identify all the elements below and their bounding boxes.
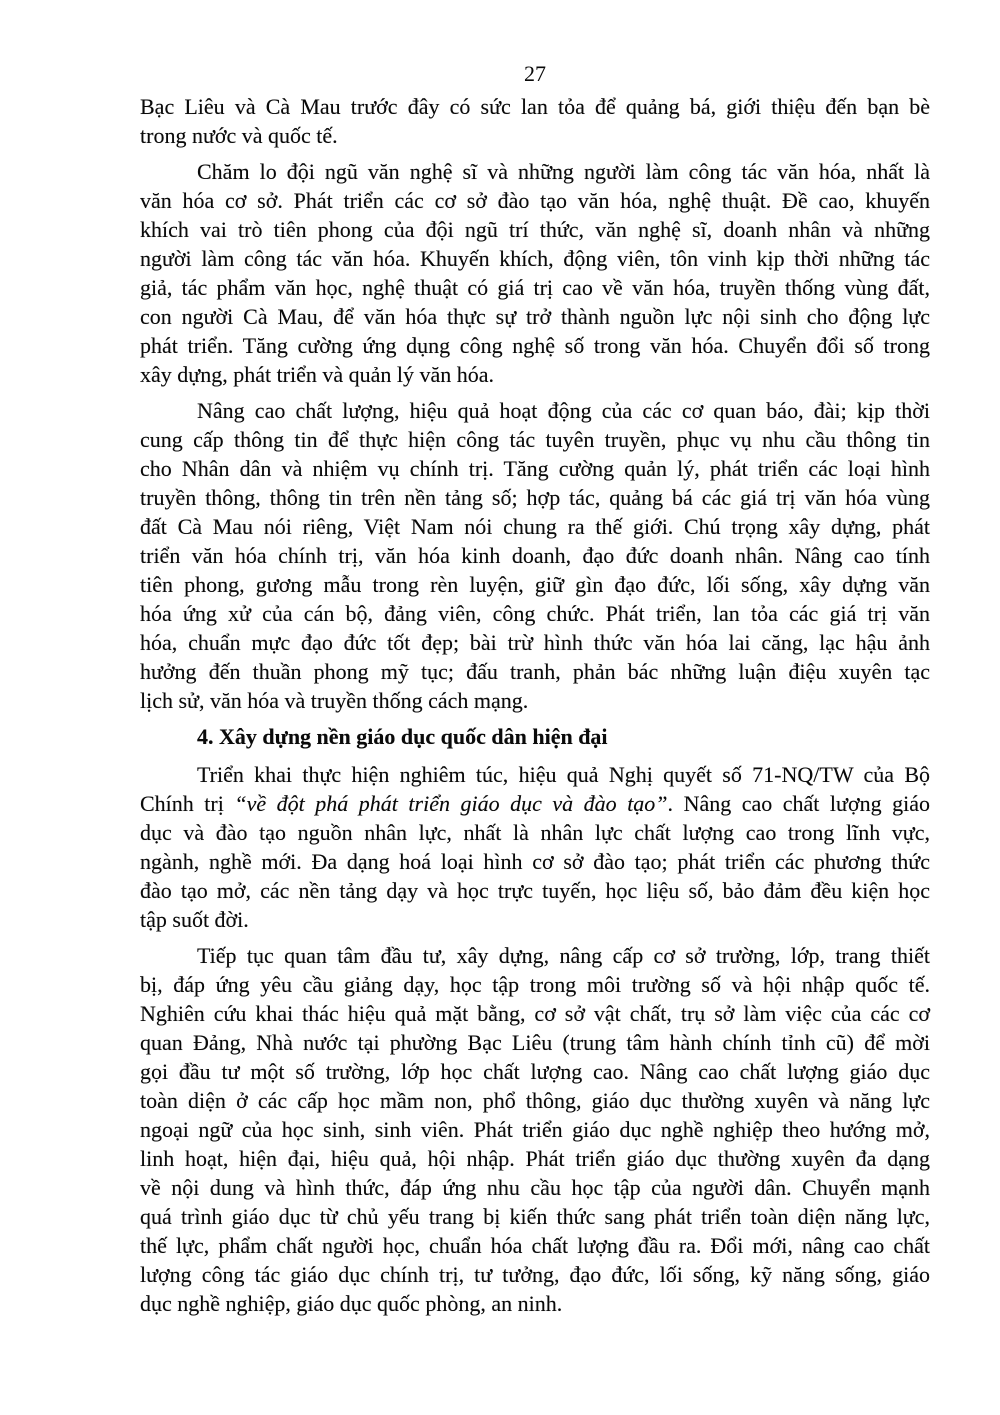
- paragraph: [140, 760, 930, 934]
- text-line: Nghiên cứu khai thác hiệu quả mặt bằng, cơ sở vật chất, trụ sở làm việc của các cơ: [140, 1001, 930, 1026]
- text-line: cung cấp thông tin để thực hiện công tác tuyên truyền, phục vụ nhu cầu thông tin: [140, 427, 930, 452]
- text-line: quá trình giáo dục từ chủ yếu trang bị kiến thức sang phát triển toàn diện năng lực,: [140, 1204, 930, 1229]
- text-line: hóa, chuẩn mực đạo đức tốt đẹp; bài trừ hình thức văn hóa lai căng, lạc hậu ảnh: [140, 630, 930, 655]
- text-line: hưởng đến thuần phong mỹ tục; đấu tranh, phản bác những luận điệu xuyên tạc: [140, 659, 930, 684]
- text-line: truyền thông, thông tin trên nền tảng số; hợp tác, quảng bá các giá trị văn hóa vùng: [140, 485, 930, 510]
- paragraph: [140, 941, 930, 1318]
- text-line: đất Cà Mau nói riêng, Việt Nam nói chung ra thế giới. Chú trọng xây dựng, phát: [140, 514, 930, 539]
- text-line: tiên phong, gương mẫu trong rèn luyện, giữ gìn đạo đức, lối sống, xây dựng văn: [140, 572, 930, 597]
- section-heading: 4. Xây dựng nền giáo dục quốc dân hiện đại: [197, 724, 608, 749]
- text-segment: Chính trị: [140, 791, 235, 816]
- text-line: quan Đảng, Nhà nước tại phường Bạc Liêu (trung tâm hành chính tỉnh cũ) để mời: [140, 1030, 930, 1055]
- text-line: khích vai trò tiên phong của đội ngũ trí thức, văn nghệ sĩ, doanh nhân và những: [140, 217, 930, 242]
- paragraph: [140, 157, 930, 389]
- text-segment: . Nâng cao chất lượng giáo: [667, 791, 930, 816]
- paragraph: [140, 92, 930, 150]
- text-line: ngoại ngữ của học sinh, sinh viên. Phát triển giáo dục nghề nghiệp theo hướng mở,: [140, 1117, 930, 1142]
- page-number: 27: [524, 61, 546, 86]
- text-line: văn hóa cơ sở. Phát triển các cơ sở đào tạo văn hóa, nghệ thuật. Đề cao, khuyến: [140, 188, 930, 213]
- quoted-italic-text: “về đột phá phát triển giáo dục và đào tạo”: [234, 791, 668, 816]
- text-line: trong nước và quốc tế.: [140, 123, 338, 148]
- text-line: tập suốt đời.: [140, 907, 249, 932]
- text-line: [140, 789, 930, 818]
- text-line: lịch sử, văn hóa và truyền thống cách mạng.: [140, 688, 529, 713]
- text-line: triển văn hóa chính trị, văn hóa kinh doanh, đạo đức doanh nhân. Nâng cao tính: [140, 543, 930, 568]
- document-body: [140, 92, 930, 1325]
- text-line: về nội dung và hình thức, đáp ứng nhu cầu học tập của người dân. Chuyển mạnh: [140, 1175, 930, 1200]
- text-line: Chăm lo đội ngũ văn nghệ sĩ và những người làm công tác văn hóa, nhất là: [197, 159, 930, 184]
- text-line: Triển khai thực hiện nghiêm túc, hiệu quả Nghị quyết số 71-NQ/TW của Bộ: [197, 762, 930, 787]
- text-line: con người Cà Mau, để văn hóa thực sự trở thành nguồn lực nội sinh cho động lực: [140, 304, 930, 329]
- text-line: lượng công tác giáo dục chính trị, tư tưởng, đạo đức, lối sống, kỹ năng sống, giáo: [140, 1262, 930, 1287]
- text-line: gọi đầu tư một số trường, lớp học chất lượng cao. Nâng cao chất lượng giáo dục: [140, 1059, 930, 1084]
- text-line: toàn diện ở các cấp học mầm non, phổ thông, giáo dục thường xuyên và năng lực: [140, 1088, 930, 1113]
- text-line: hóa ứng xử của cán bộ, đảng viên, công chức. Phát triển, lan tỏa các giá trị văn: [140, 601, 930, 626]
- text-line: thế lực, phẩm chất người học, chuẩn hóa chất lượng đầu ra. Đổi mới, nâng cao chất: [140, 1233, 930, 1258]
- text-line: phát triển. Tăng cường ứng dụng công nghệ số trong văn hóa. Chuyển đổi số trong: [140, 333, 930, 358]
- text-line: đào tạo mở, các nền tảng dạy và học trực tuyến, học liệu số, bảo đảm đều kiện học: [140, 878, 930, 903]
- text-line: ngành, nghề mới. Đa dạng hoá loại hình cơ sở đào tạo; phát triển các phương thức: [140, 849, 930, 874]
- text-line: giả, tác phẩm văn học, nghệ thuật có giá trị cao về văn hóa, truyền thống vùng đất,: [140, 275, 930, 300]
- text-line: linh hoạt, hiện đại, hiệu quả, hội nhập. Phát triển giáo dục thường xuyên đa dạng: [140, 1146, 930, 1171]
- text-line: cho Nhân dân và nhiệm vụ chính trị. Tăng cường quản lý, phát triển các loại hình: [140, 456, 930, 481]
- text-line: người làm công tác văn hóa. Khuyến khích, động viên, tôn vinh kịp thời những tác: [140, 246, 930, 271]
- text-line: Bạc Liêu và Cà Mau trước đây có sức lan tỏa để quảng bá, giới thiệu đến bạn bè: [140, 94, 930, 119]
- text-line: dục nghề nghiệp, giáo dục quốc phòng, an ninh.: [140, 1291, 563, 1316]
- text-line: Tiếp tục quan tâm đầu tư, xây dựng, nâng cấp cơ sở trường, lớp, trang thiết: [197, 943, 930, 968]
- text-line: dục và đào tạo nguồn nhân lực, nhất là nhân lực chất lượng cao trong lĩnh vực,: [140, 820, 930, 845]
- text-line: Nâng cao chất lượng, hiệu quả hoạt động của các cơ quan báo, đài; kịp thời: [197, 398, 930, 423]
- text-line: xây dựng, phát triển và quản lý văn hóa.: [140, 362, 495, 387]
- text-line: bị, đáp ứng yêu cầu giảng dạy, học tập trong môi trường số và hội nhập quốc tế.: [140, 972, 930, 997]
- paragraph: [140, 396, 930, 715]
